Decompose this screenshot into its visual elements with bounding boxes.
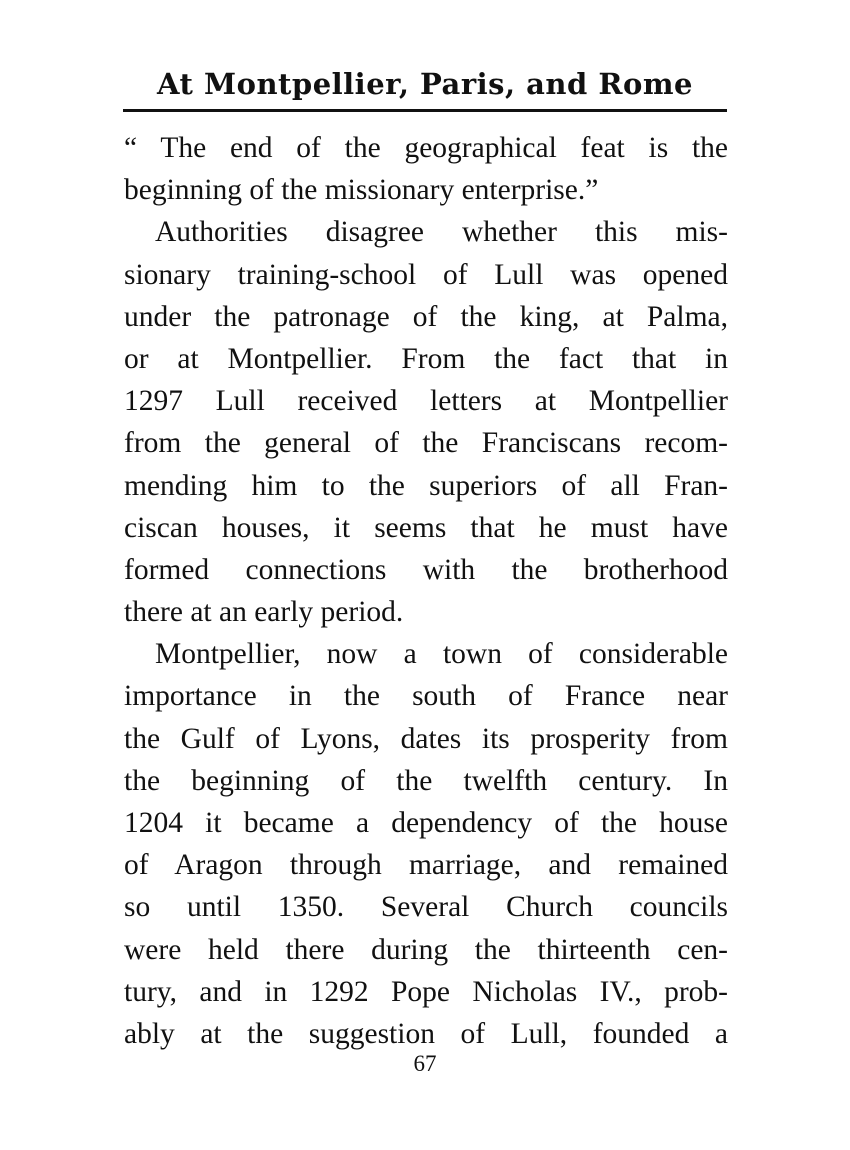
text-line: beginning of the missionary enterprise.” [124,174,599,207]
text-line: Authorities disagree whether this mis- [155,216,728,249]
text-line: 1204 it became a dependency of the house [124,807,728,839]
text-line: ably at the suggestion of Lull, founded a [124,1017,728,1050]
text-line: “ The end of the geographical feat is the [124,132,728,164]
text-line: from the general of the Franciscans recom- [124,427,728,460]
text-line: the Gulf of Lyons, dates its prosperity from [124,722,728,755]
text-line: under the patronage of the king, at Palma, [124,300,728,333]
text-line: so until 1350. Several Church councils [124,891,728,924]
running-head: At Montpellier, Paris, and Rome [157,67,693,101]
text-line: ciscan houses, it seems that he must have [124,511,728,544]
text-line: there at an early period. [124,596,404,629]
body-text [124,127,728,1055]
text-line: Montpellier, now a town of considerable [155,638,728,671]
text-line: of Aragon through marriage, and remained [124,849,728,882]
page-number: 67 [413,1051,437,1076]
text-line: the beginning of the twelfth century. In [124,764,728,797]
text-line: or at Montpellier. From the fact that in [124,342,728,375]
text-line: formed connections with the brotherhood [124,553,728,586]
text-line: sionary training-school of Lull was opened [124,258,728,291]
text-line: mending him to the superiors of all Fran- [124,469,728,502]
text-line: importance in the south of France near [124,680,728,713]
header-rule [123,109,727,112]
text-line: were held there during the thirteenth cen- [124,933,728,966]
text-line: 1297 Lull received letters at Montpellier [124,385,728,418]
text-line: tury, and in 1292 Pope Nicholas IV., prob- [124,975,728,1008]
